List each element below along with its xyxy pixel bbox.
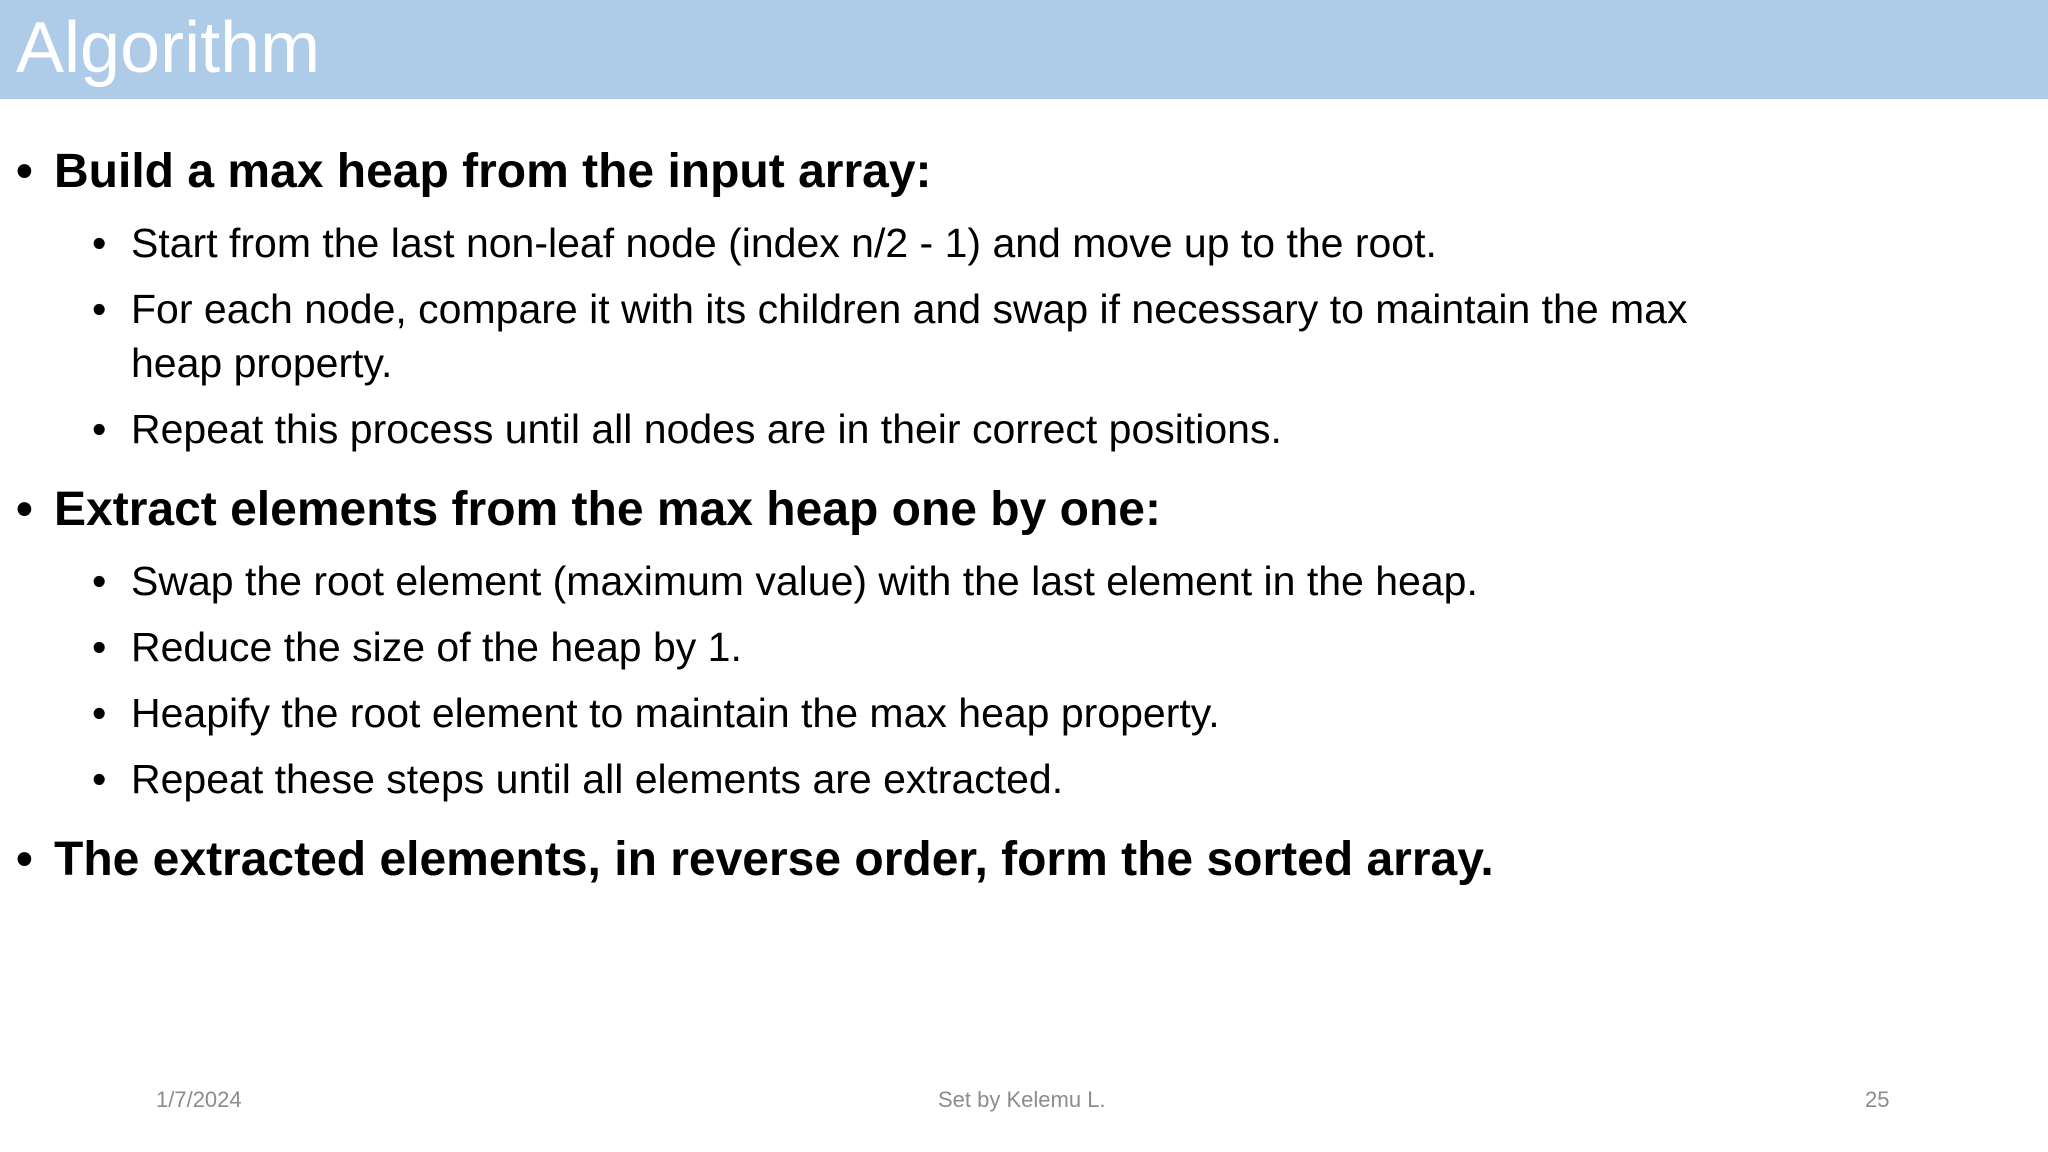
bullet-text: Build a max heap from the input array: <box>54 145 932 198</box>
sub-bullet-text: Start from the last non-leaf node (index n/2 - 1) and move up to the root. <box>131 220 1437 266</box>
sub-bullet-text: Heapify the root element to maintain the max heap property. <box>131 690 1220 736</box>
bullet-dot: • <box>16 145 33 198</box>
footer-author: Set by Kelemu L. <box>938 1087 1106 1112</box>
bullet-dot: • <box>92 286 107 332</box>
bullet-text: Extract elements from the max heap one by one: <box>54 483 1161 536</box>
bullet-dot: • <box>16 483 33 536</box>
bullet-dot: • <box>16 833 33 886</box>
bullet-dot: • <box>92 624 107 670</box>
bullet-text: The extracted elements, in reverse order, form the sorted array. <box>54 833 1494 886</box>
bullet-dot: • <box>92 756 107 802</box>
bullet-dot: • <box>92 406 107 452</box>
footer-date: 1/7/2024 <box>156 1087 242 1112</box>
title-bar <box>0 0 2048 99</box>
sub-bullet-text: Reduce the size of the heap by 1. <box>131 624 742 670</box>
slide-title: Algorithm <box>16 8 321 88</box>
sub-bullet-text: heap property. <box>131 340 393 386</box>
bullet-dot: • <box>92 220 107 266</box>
sub-bullet-text: Swap the root element (maximum value) with the last element in the heap. <box>131 558 1478 604</box>
bullet-dot: • <box>92 690 107 736</box>
footer-page-number: 25 <box>1865 1087 1890 1112</box>
sub-bullet-text: Repeat these steps until all elements are extracted. <box>131 756 1064 802</box>
sub-bullet-text: Repeat this process until all nodes are in their correct positions. <box>131 406 1282 452</box>
sub-bullet-text: For each node, compare it with its children and swap if necessary to maintain the max <box>131 286 1688 332</box>
bullet-dot: • <box>92 558 107 604</box>
